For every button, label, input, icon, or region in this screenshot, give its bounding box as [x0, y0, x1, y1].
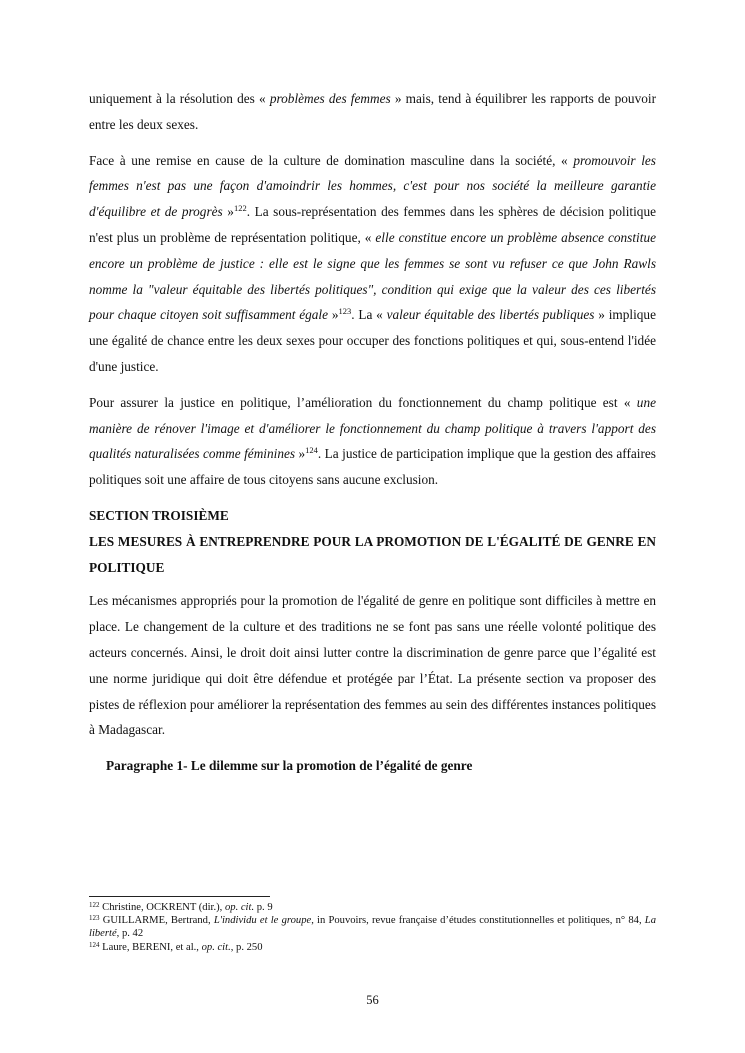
- footnote-ref-124: 124: [305, 445, 318, 456]
- quote-3: valeur équitable des libertés publiques: [386, 307, 595, 323]
- footnote-ref-123: 123: [338, 306, 352, 317]
- subheading: Paragraphe 1- Le dilemme sur la promotion de l’égalité de genre: [106, 758, 473, 774]
- footnote-separator: [89, 896, 270, 897]
- footnotes: [89, 901, 656, 954]
- page-number: 56: [366, 993, 379, 1007]
- section-heading-line-1: SECTION TROISIÈME: [89, 507, 229, 523]
- paragraph-4: Les mécanismes appropriés pour la promotion de l'égalité de genre en politique sont difficiles à mettre en place. Le changement de la culture et des traditions ne se font pas sans une réelle volonté politique des acteurs concernés. Ainsi, le droit doit ainsi lutter contre la discrimination de genre parce que l’égalité est une norme juridique qui doit être défendue et protégée par l’État. La présente section va proposer des pistes de réflexion pour améliorer la représentation des femmes au sein des différentes instances politiques à Madagascar.: [89, 593, 656, 738]
- footnote-ref-122: 122: [233, 203, 247, 214]
- section-heading: [89, 503, 656, 580]
- quote-4: une manière de rénover l'image et d'améliorer le fonctionnement du champ politique à travers l'apport des qualités naturalisées comme féminines: [89, 394, 656, 462]
- footnote-124: $^{124}$ Laure, BERENI, et al., op. cit., p. 250: [89, 940, 263, 953]
- paragraph-2: Face à une remise en cause de la culture de domination masculine dans la société, « promouvoir les femmes n'est pas une façon d'amoindrir les hommes, c'est pour nos société la meilleure garantie d'équilibre et de progrès »$^{122}$. La sous-représentation des femmes dans les sphères de décision politique n'est plus un problème de représentation politique, « elle constitue encore un problème absence constitue encore un problème de justice : elle est le signe que les femmes se sont vu refuser ce que John Rawls nomme la "valeur équitable des libertés politiques", condition qui exige que la valeur des ces libertés pour chaque citoyen soit suffisamment égale »$^{123}$. La « valeur équitable des libertés publiques » implique une égalité de chance entre les deux sexes pour occuper des fonctions politiques et qui, sous-entend l'idée d'une justice.: [89, 152, 656, 374]
- footnote-123: $^{123}$ GUILLARME, Bertrand, L'individu et le groupe, in Pouvoirs, revue française d’études constitutionnelles et politiques, n° 84, La liberté, p. 42: [89, 914, 656, 940]
- section-heading-line-2: LES MESURES À ENTREPRENDRE POUR LA PROMOTION DE L'ÉGALITÉ DE GENRE EN POLITIQUE: [89, 533, 656, 575]
- quote-2: elle constitue encore un problème absence constitue encore un problème de justice : elle est le signe que les femmes se sont vu refuser ce que John Rawls nomme la "valeur équitable des libertés politiques", condition qui exige que la valeur des ces libertés pour chaque citoyen soit suffisamment égale: [89, 229, 656, 323]
- paragraph-3: Pour assurer la justice en politique, l’amélioration du fonctionnement du champ politique est « une manière de rénover l'image et d'améliorer le fonctionnement du champ politique à travers l'apport des qualités naturalisées comme féminines »$^{124}$. La justice de participation implique que la gestion des affaires politiques soit une affaire de tous citoyens sans aucune exclusion.: [89, 394, 656, 488]
- paragraph-1: uniquement à la résolution des « problèmes des femmes » mais, tend à équilibrer les rapports de pouvoir entre les deux sexes.: [89, 91, 656, 132]
- page-body: [89, 86, 656, 779]
- quote-1: promouvoir les femmes n'est pas une façon d'amoindrir les hommes, c'est pour nos société la meilleure garantie d'équilibre et de progrès: [89, 152, 656, 220]
- footnote-122: $^{122}$ Christine, OCKRENT (dir.), op. cit. p. 9: [89, 901, 273, 913]
